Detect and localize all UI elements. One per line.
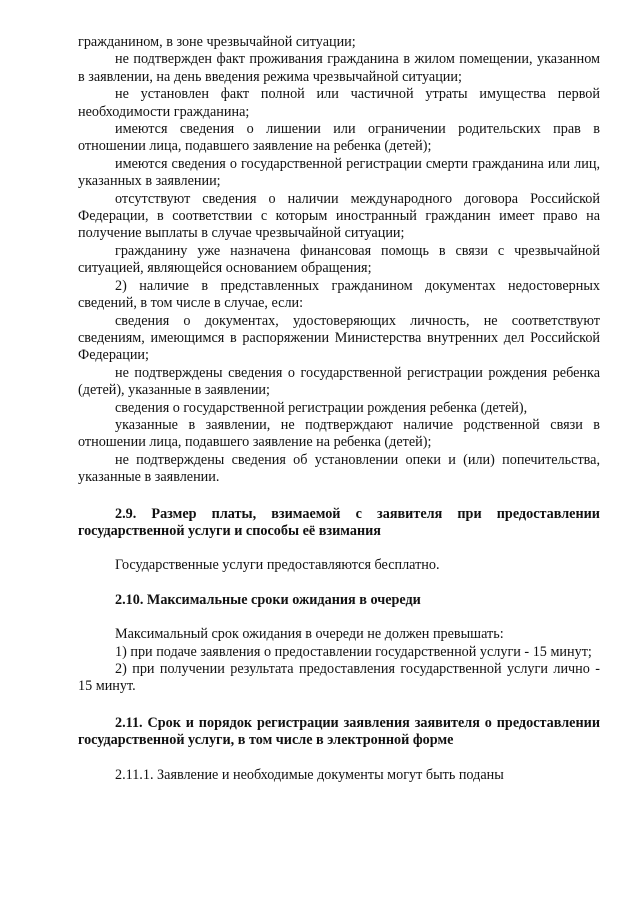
- paragraph: сведения о государственной регистрации рождения ребенка (детей),: [115, 399, 528, 416]
- section-heading-2-11: 2.11. Срок и порядок регистрации заявления заявителя о предоставлении государственной услуги, в том числе в электронной форме: [78, 714, 600, 749]
- paragraph: не подтверждены сведения об установлении опеки и (или) попечительства, указанные в заявлении.: [78, 451, 600, 486]
- paragraph: гражданином, в зоне чрезвычайной ситуации;: [78, 34, 356, 50]
- paragraph: Государственные услуги предоставляются бесплатно.: [115, 557, 440, 574]
- spacer: [78, 750, 600, 767]
- spacer: [78, 609, 600, 626]
- paragraph: не подтвержден факт проживания гражданина в жилом помещении, указанном в заявлении, на день введения режима чрезвычайной ситуации;: [78, 51, 600, 85]
- paragraph: имеются сведения о лишении или ограничении родительских прав в отношении лица, подавшего заявление на ребенка (детей);: [78, 121, 600, 155]
- paragraph: не установлен факт полной или частичной утраты имущества первой необходимости гражданина;: [78, 86, 600, 120]
- spacer: [78, 696, 600, 715]
- spacer: [78, 575, 600, 592]
- paragraph: Максимальный срок ожидания в очереди не должен превышать:: [115, 626, 504, 643]
- paragraph: сведения о документах, удостоверяющих личность, не соответствуют сведениям, имеющимся в распоряжении Министерства внутренних дел Российской Федерации;: [78, 312, 600, 364]
- paragraph: указанные в заявлении, не подтверждают наличие родственной связи в отношении лица, подавшего заявление на ребенка (детей);: [78, 416, 600, 451]
- section-heading-2-9: 2.9. Размер платы, взимаемой с заявителя при предоставлении государственной услуги и способы её взимания: [78, 505, 600, 539]
- spacer: [78, 487, 600, 506]
- paragraph: 2) наличие в представленных гражданином документах недостоверных сведений, в том числе в случае, если:: [78, 277, 600, 312]
- paragraph: 2) при получении результата предоставления государственной услуги лично - 15 минут.: [78, 661, 600, 695]
- paragraph: 1) при подаче заявления о предоставлении государственной услуги - 15 минут;: [115, 643, 592, 660]
- paragraph: гражданину уже назначена финансовая помощь в связи с чрезвычайной ситуацией, являющейся основанием обращения;: [78, 242, 600, 277]
- paragraph: отсутствуют сведения о наличии международного договора Российской Федерации, в соответствии с которым иностранный гражданин имеет право на получение выплаты в случае чрезвычайной ситуации;: [78, 190, 600, 242]
- paragraph: не подтверждены сведения о государственной регистрации рождения ребенка (детей), указанные в заявлении;: [78, 364, 600, 399]
- paragraph: 2.11.1. Заявление и необходимые документы могут быть поданы: [115, 766, 504, 783]
- paragraph: имеются сведения о государственной регистрации смерти гражданина или лиц, указанных в заявлении;: [78, 155, 600, 190]
- document-page: [78, 34, 600, 784]
- spacer: [78, 540, 600, 557]
- section-heading-2-10: 2.10. Максимальные сроки ожидания в очереди: [115, 591, 421, 608]
